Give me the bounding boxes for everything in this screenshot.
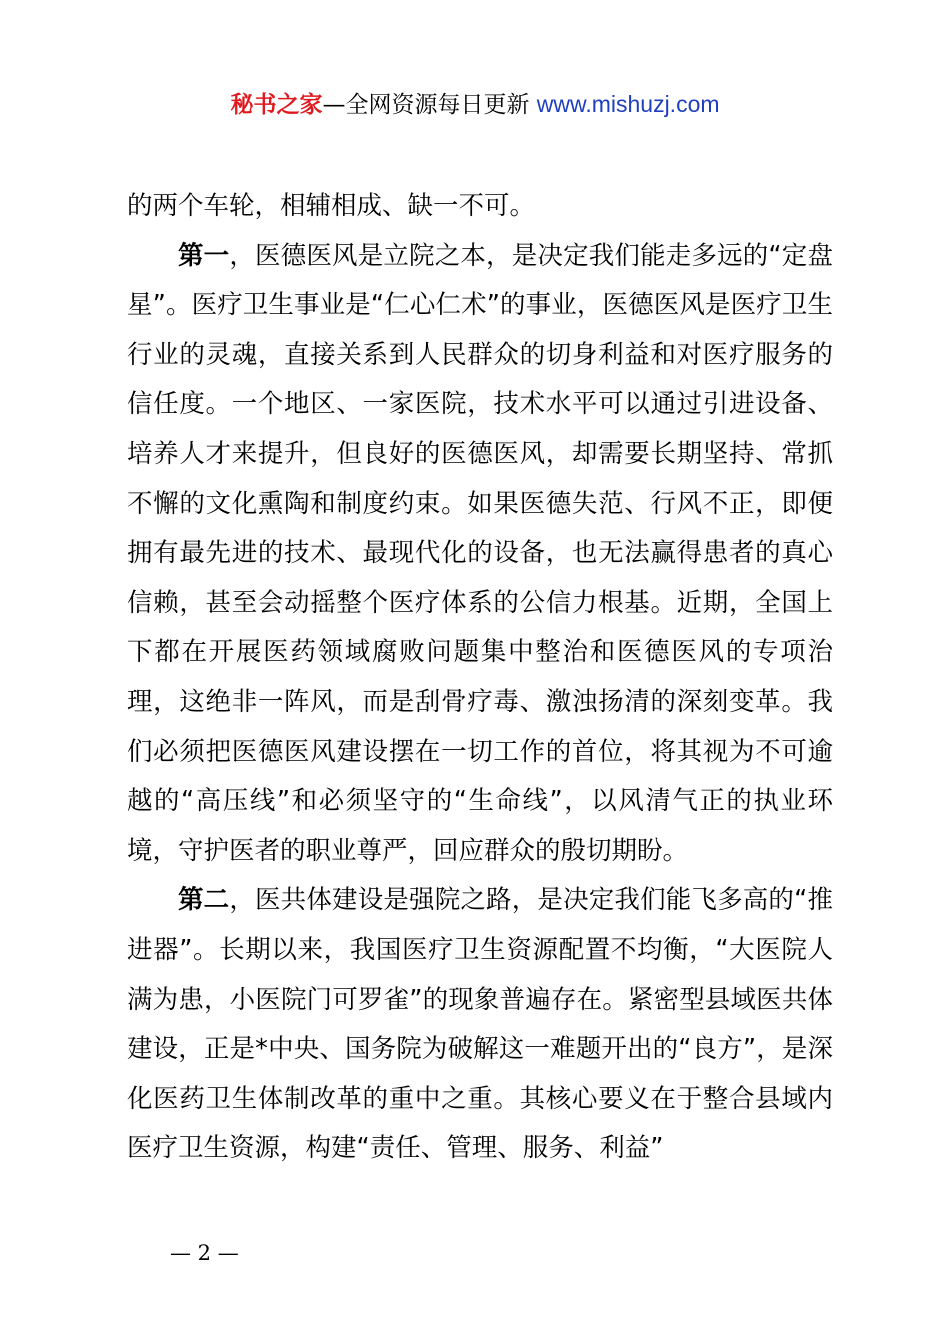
site-url-link[interactable]: www.mishuzj.com: [536, 91, 720, 117]
paragraph-second-point: [127, 876, 833, 1174]
page-number: — 2 —: [170, 1241, 239, 1265]
page-header: [0, 86, 950, 123]
paragraph-text: 的两个车轮，相辅相成、缺一不可。: [127, 191, 536, 221]
paragraph-text: ，医德医风是立院之本，是决定我们能走多远的“定盘星”。医疗卫生事业是“仁心仁术”的事业，医德医风是医疗卫生行业的灵魂，直接关系到人民群众的切身利益和对医疗服务的信任度。一个地区、一家医院，技术水平可以通过引进设备、培养人才来提升，但良好的医德医风，却需要长期坚持、常抓不懈的文化熏陶和制度约束。如果医德失范、行风不正，即便拥有最先进的技术、最现代化的设备，也无法赢得患者的真心信赖，甚至会动摇整个医疗体系的公信力根基。近期，全国上下都在开展医药领域腐败问题集中整治和医德医风的专项治理，这绝非一阵风，而是刮骨疗毒、激浊扬清的深刻变革。我们必须把医德医风建设摆在一切工作的首位，将其视为不可逾越的“高压线”和必须坚守的“生命线”，以风清气正的执业环境，守护医者的职业尊严，回应群众的殷切期盼。: [127, 240, 833, 866]
header-tagline: —全网资源每日更新: [322, 92, 537, 118]
paragraph-lead: 第二: [178, 885, 230, 916]
paragraph-text: ，医共体建设是强院之路，是决定我们能飞多高的“推进器”。长期以来，我国医疗卫生资源配置不均衡，“大医院人满为患，小医院门可罗雀”的现象普遍存在。紧密型县域医共体建设，正是*中央、国务院为破解这一难题开出的“良方”，是深化医药卫生体制改革的重中之重。其核心要义在于整合县域内医疗卫生资源，构建“责任、管理、服务、利益”: [127, 885, 833, 1164]
paragraph-lead: 第一: [178, 240, 230, 271]
paragraph-continuation: [127, 182, 833, 232]
paragraph-first-point: [127, 232, 833, 877]
document-body: [127, 182, 833, 1174]
brand-name: 秘书之家: [230, 92, 323, 118]
